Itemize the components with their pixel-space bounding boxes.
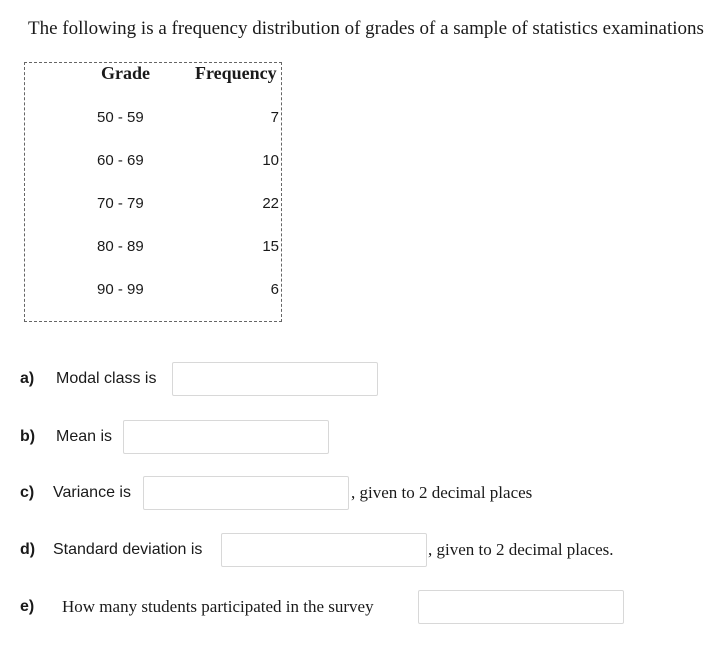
frequency-header: Frequency	[195, 63, 277, 83]
variance-suffix: , given to 2 decimal places	[351, 483, 533, 502]
frequency-cell: 15	[262, 238, 279, 255]
participants-count-input[interactable]	[418, 590, 624, 624]
grade-cell: 70 - 79	[97, 195, 144, 212]
question-e-label: How many students participated in the survey	[62, 597, 374, 616]
grade-cell: 80 - 89	[97, 238, 144, 255]
frequency-cell: 7	[270, 109, 279, 126]
frequency-table	[24, 62, 282, 322]
variance-input[interactable]	[143, 476, 349, 510]
question-e-letter: e)	[20, 598, 35, 615]
frequency-cell: 22	[262, 195, 279, 212]
question-b-letter: b)	[20, 428, 36, 445]
mean-input[interactable]	[123, 420, 329, 454]
question-c-label: Variance is	[53, 484, 131, 501]
question-b-label: Mean is	[56, 428, 113, 445]
question-a-label: Modal class is	[56, 370, 157, 387]
question-d-letter: d)	[20, 541, 36, 558]
question-d-label: Standard deviation is	[53, 541, 203, 558]
frequency-cell: 6	[270, 281, 279, 298]
intro-text: The following is a frequency distribution of grades of a sample of statistics examinations	[28, 18, 704, 39]
standard-deviation-input[interactable]	[221, 533, 427, 567]
frequency-cell: 10	[262, 152, 279, 169]
standard-deviation-suffix: , given to 2 decimal places.	[428, 540, 614, 559]
question-a-letter: a)	[20, 370, 35, 387]
question-c-letter: c)	[20, 484, 35, 501]
modal-class-input[interactable]	[172, 362, 378, 396]
grade-cell: 50 - 59	[97, 109, 144, 126]
grade-cell: 60 - 69	[97, 152, 144, 169]
grade-cell: 90 - 99	[97, 281, 144, 298]
grade-header: Grade	[101, 63, 150, 83]
